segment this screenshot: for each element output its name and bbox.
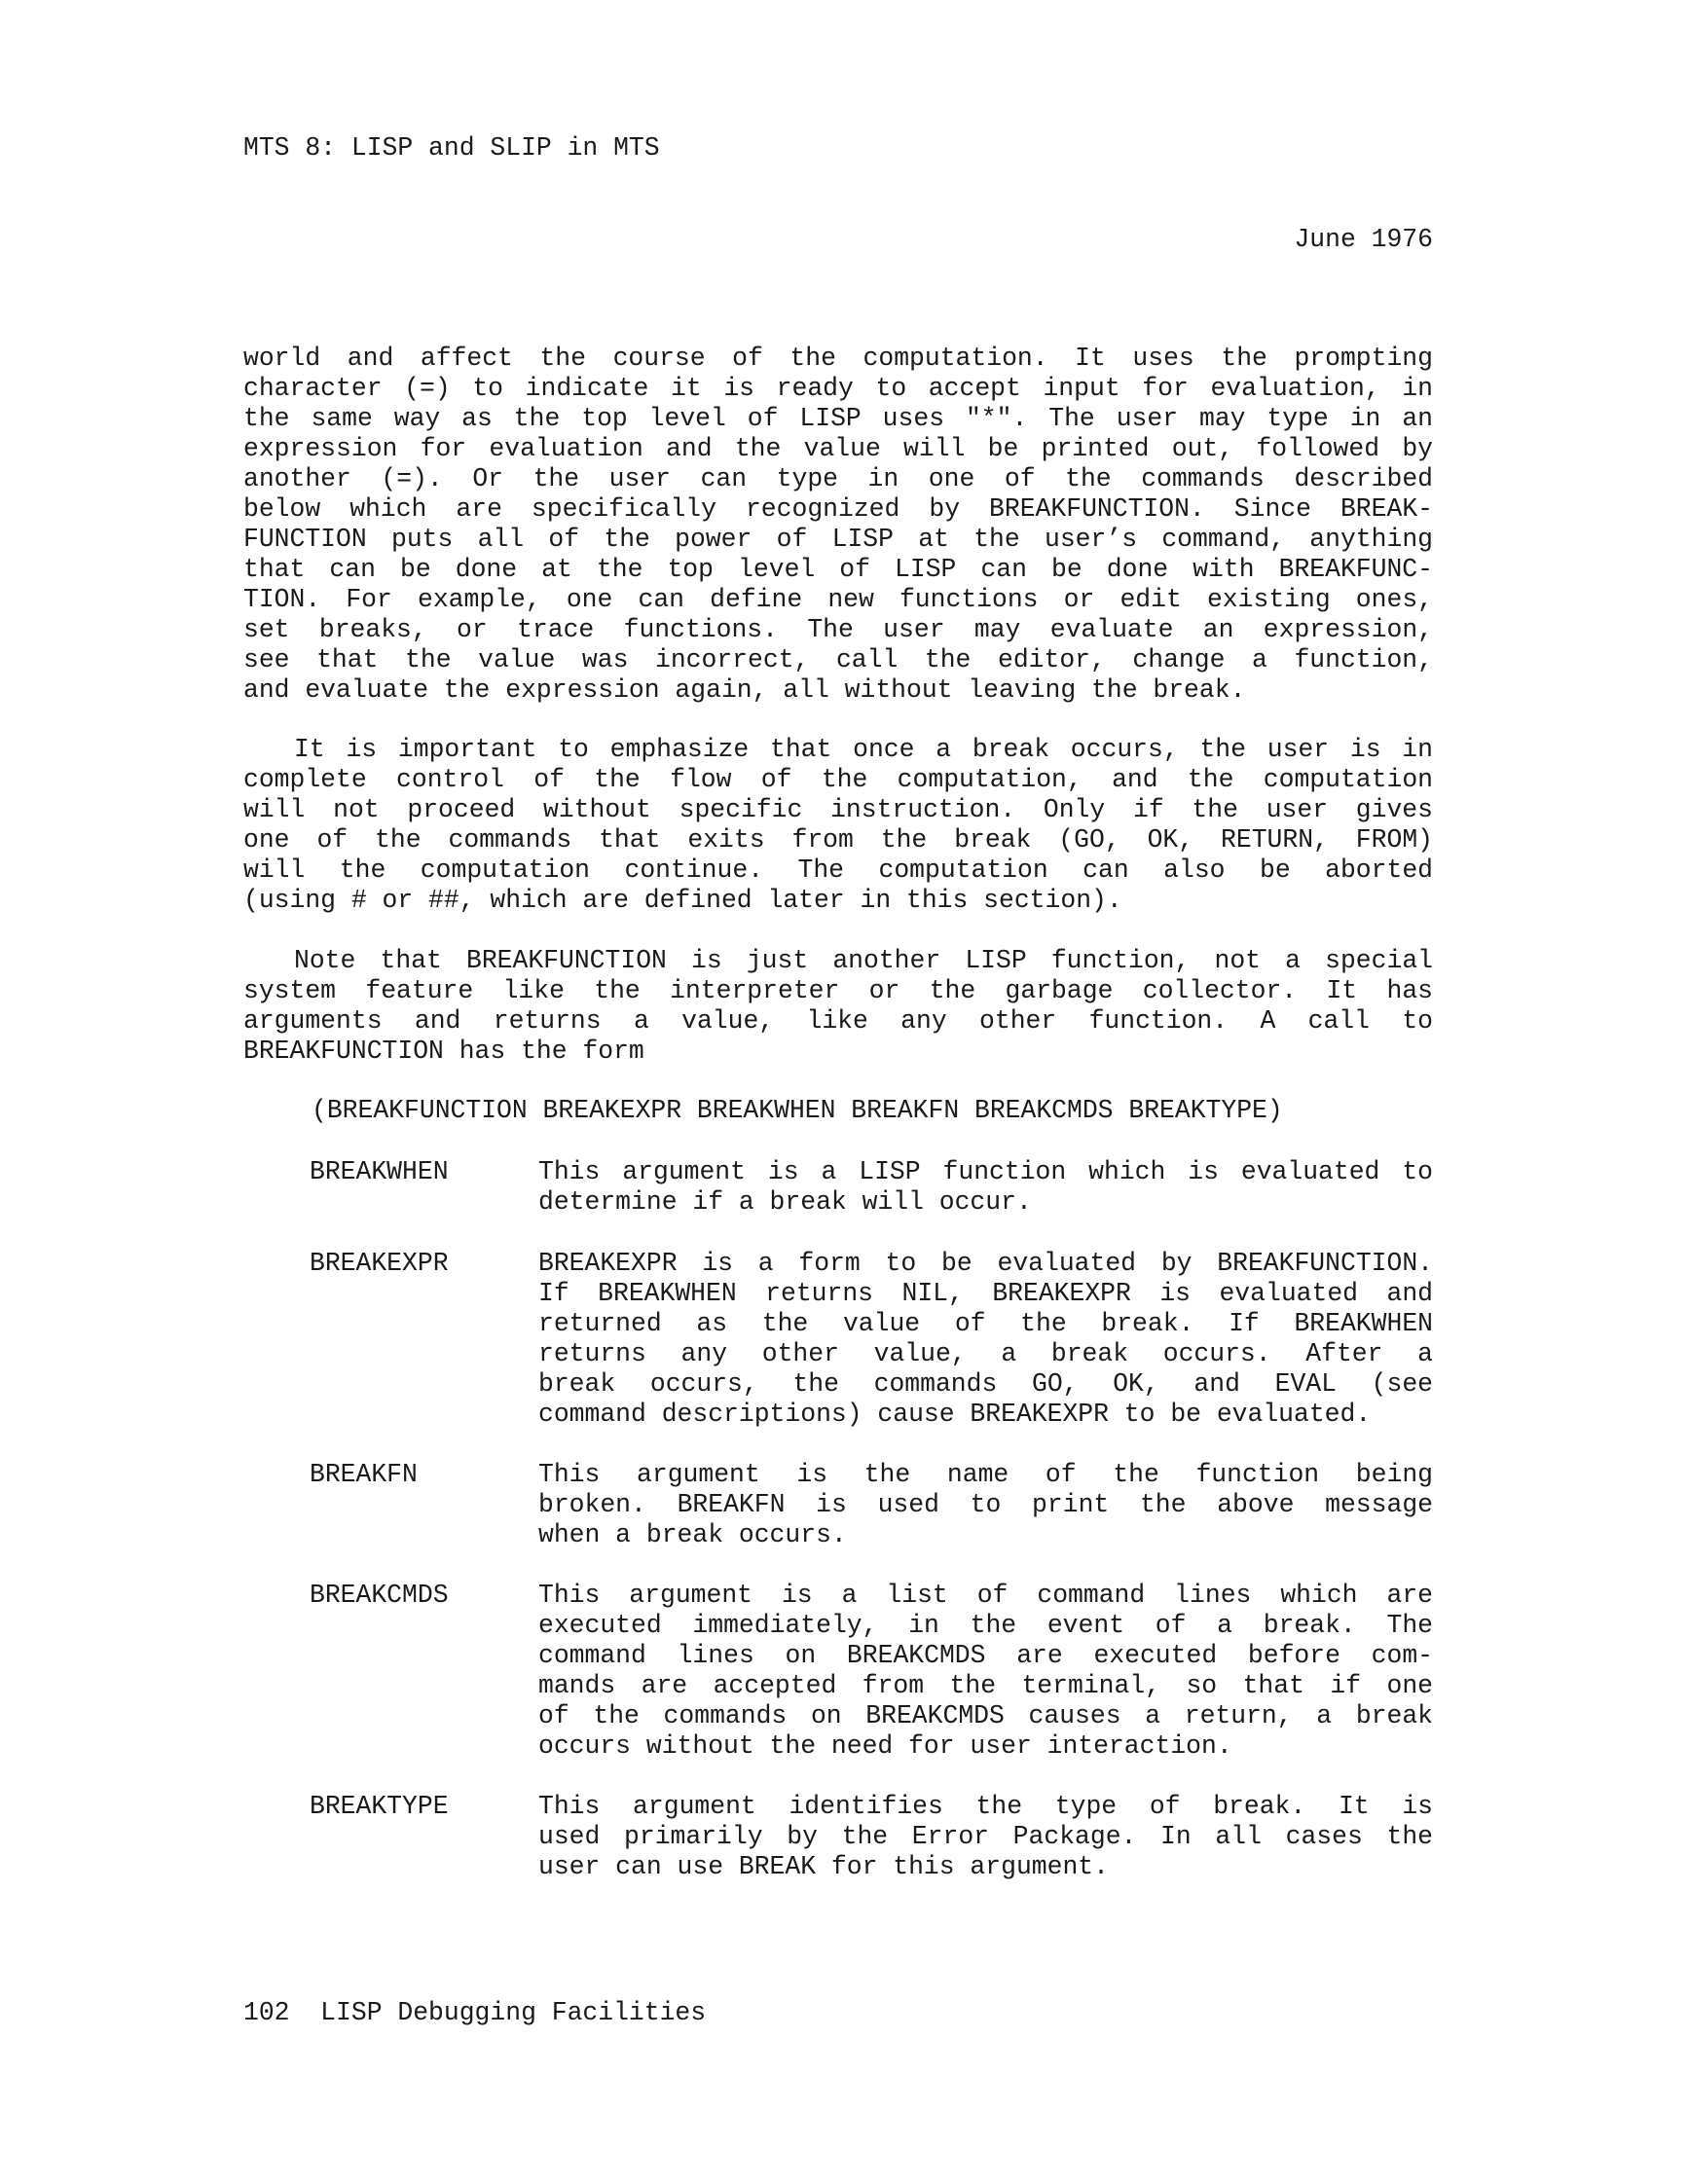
definition-line: This argument is the name of the function being [538, 1460, 1433, 1489]
definition-line: returns any other value, a break occurs. After a [538, 1339, 1433, 1368]
paragraph-line: that can be done at the top level of LISP can be done with BREAKFUNC- [243, 555, 1433, 584]
definition-term-breakexpr: BREAKEXPR [310, 1249, 449, 1278]
paragraph-line: TION. For example, one can define new functions or edit existing ones, [243, 585, 1433, 614]
paragraph-line: and evaluate the expression again, all without leaving the break. [243, 675, 1246, 705]
definition-line: This argument identifies the type of break. It is [538, 1792, 1433, 1821]
definition-line: when a break occurs. [538, 1520, 847, 1549]
paragraph-line: arguments and returns a value, like any other function. A call to [243, 1006, 1433, 1036]
paragraph-line: one of the commands that exits from the break (GO, OK, RETURN, FROM) [243, 825, 1433, 855]
definition-line: determine if a break will occur. [538, 1187, 1032, 1217]
definition-line: command descriptions) cause BREAKEXPR to be evaluated. [538, 1400, 1372, 1429]
running-footer: 102 LISP Debugging Facilities [243, 1998, 707, 2027]
definition-term-breakcmds: BREAKCMDS [310, 1581, 449, 1610]
definition-line: If BREAKWHEN returns NIL, BREAKEXPR is evaluated and [538, 1279, 1433, 1308]
definition-line: This argument is a LISP function which is evaluated to [538, 1157, 1433, 1186]
paragraph-line: another (=). Or the user can type in one of the commands described [243, 464, 1433, 493]
definition-line: BREAKEXPR is a form to be evaluated by BREAKFUNCTION. [538, 1249, 1433, 1278]
definition-term-breakfn: BREAKFN [310, 1460, 418, 1489]
definition-line: user can use BREAK for this argument. [538, 1852, 1109, 1881]
definition-line: break occurs, the commands GO, OK, and EVAL (see [538, 1369, 1433, 1399]
definition-line: mands are accepted from the terminal, so that if one [538, 1671, 1433, 1700]
paragraph-line: see that the value was incorrect, call the editor, change a function, [243, 645, 1433, 674]
definition-body-breakexpr [538, 1249, 1433, 1430]
paragraph-line: Note that BREAKFUNCTION is just another LISP function, not a special [294, 946, 1433, 975]
paragraph-line: (using # or ##, which are defined later in this section). [243, 886, 1122, 915]
definition-line: executed immediately, in the event of a break. The [538, 1611, 1433, 1640]
paragraph-line: complete control of the flow of the computation, and the computation [243, 765, 1433, 794]
paragraph-line: will the computation continue. The computation can also be aborted [243, 855, 1433, 885]
definition-term-breaktype: BREAKTYPE [310, 1792, 449, 1821]
paragraph-line: character (=) to indicate it is ready to accept input for evaluation, in [243, 374, 1433, 403]
definition-line: broken. BREAKFN is used to print the above message [538, 1490, 1433, 1519]
definition-body-breakcmds [538, 1581, 1433, 1762]
paragraph-line: set breaks, or trace functions. The user may evaluate an expression, [243, 615, 1433, 644]
paragraph-line: the same way as the top level of LISP uses "*". The user may type in an [243, 404, 1433, 433]
function-call-form: (BREAKFUNCTION BREAKEXPR BREAKWHEN BREAKFN BREAKCMDS BREAKTYPE) [312, 1096, 1283, 1125]
definition-body-breaktype [538, 1792, 1433, 1882]
definition-line: used primarily by the Error Package. In all cases the [538, 1822, 1433, 1851]
running-header-title: MTS 8: LISP and SLIP in MTS [243, 133, 660, 163]
paragraph-1 [243, 344, 1433, 706]
definition-line: This argument is a list of command lines which are [538, 1581, 1433, 1610]
paragraph-line: system feature like the interpreter or the garbage collector. It has [243, 976, 1433, 1005]
definition-body-breakfn [538, 1460, 1433, 1550]
paragraph-line: FUNCTION puts all of the power of LISP at the user’s command, anything [243, 525, 1433, 554]
paragraph-2 [243, 735, 1433, 916]
definition-line: of the commands on BREAKCMDS causes a return, a break [538, 1701, 1433, 1730]
paragraph-line: expression for evaluation and the value will be printed out, followed by [243, 434, 1433, 463]
definition-body-breakwhen [538, 1157, 1433, 1218]
definition-term-breakwhen: BREAKWHEN [310, 1157, 449, 1186]
paragraph-3 [243, 946, 1433, 1067]
paragraph-line: will not proceed without specific instruction. Only if the user gives [243, 795, 1433, 824]
running-header-date: June 1976 [1294, 225, 1433, 254]
paragraph-line: world and affect the course of the computation. It uses the prompting [243, 344, 1433, 373]
definition-line: occurs without the need for user interaction. [538, 1731, 1232, 1761]
paragraph-line: below which are specifically recognized by BREAKFUNCTION. Since BREAK- [243, 494, 1433, 524]
definition-line: returned as the value of the break. If BREAKWHEN [538, 1309, 1433, 1338]
paragraph-line: It is important to emphasize that once a break occurs, the user is in [294, 735, 1433, 764]
paragraph-line: BREAKFUNCTION has the form [243, 1037, 644, 1066]
definition-line: command lines on BREAKCMDS are executed before com- [538, 1641, 1433, 1670]
